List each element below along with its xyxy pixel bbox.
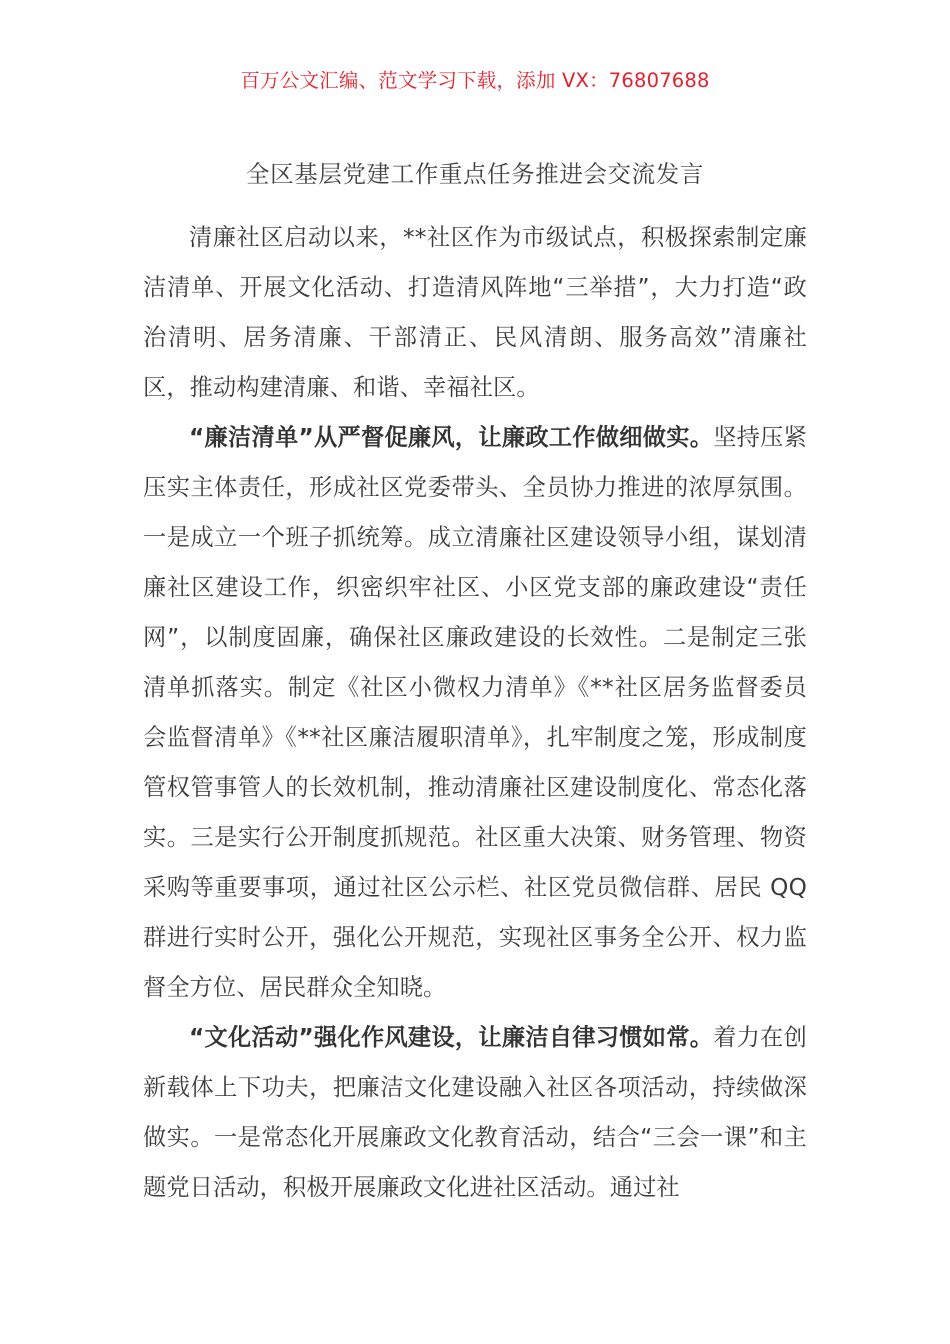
paragraph-intro	[143, 213, 807, 413]
paragraph-cultural-activities	[143, 1013, 807, 1213]
paragraph-lead: “文化活动”强化作风建设，让廉洁自律习惯如常。	[189, 1024, 714, 1051]
document-body	[143, 213, 807, 1213]
watermark-banner: 百万公文汇编、范文学习下载，添加 VX：76807688	[240, 69, 710, 92]
paragraph-lead: “廉洁清单”从严督促廉风，让廉政工作做细做实。	[189, 424, 714, 451]
paragraph-text: 着力在创新载体上下功夫，把廉洁文化建设融入社区各项活动，持续做深做实。一是常态化开展廉政文化教育活动，结合“三会一课”和主题党日活动，积极开展廉政文化进社区活动。通过社	[143, 1024, 807, 1201]
paragraph-integrity-list	[143, 413, 807, 1013]
paragraph-text: 坚持压紧压实主体责任，形成社区党委带头、全员协力推进的浓厚氛围。一是成立一个班子抓统筹。成立清廉社区建设领导小组，谋划清廉社区建设工作，织密织牢社区、小区党支部的廉政建设“责任网”，以制度固廉，确保社区廉政建设的长效性。二是制定三张清单抓落实。制定《社区小微权力清单》《**社区居务监督委员会监督清单》《**社区廉洁履职清单》，扎牢制度之笼，形成制度管权管事管人的长效机制，推动清廉社区建设制度化、常态化落实。三是实行公开制度抓规范。社区重大决策、财务管理、物资采购等重要事项，通过社区公示栏、社区党员微信群、居民 QQ 群进行实时公开，强化公开规范，实现社区事务全公开、权力监督全方位、居民群众全知晓。	[143, 424, 807, 1001]
document-title: 全区基层党建工作重点任务推进会交流发言	[246, 160, 704, 188]
paragraph-text: 清廉社区启动以来，**社区作为市级试点，积极探索制定廉洁清单、开展文化活动、打造清风阵地“三举措”，大力打造“政治清明、居务清廉、干部清正、民风清朗、服务高效”清廉社区，推动构建清廉、和谐、幸福社区。	[143, 224, 807, 401]
